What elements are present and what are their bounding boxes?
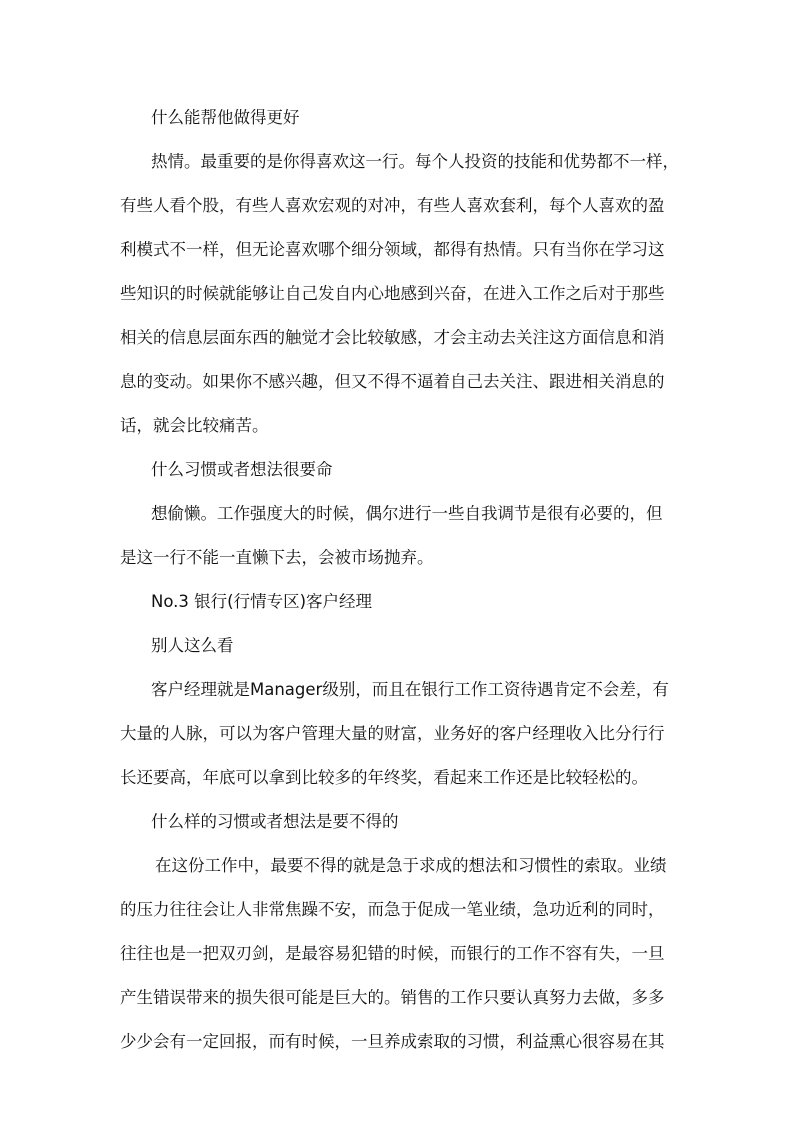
paragraph-line: 利模式不一样，但无论喜欢哪个细分领域，都得有热情。只有当你在学习这 <box>120 240 665 259</box>
paragraph-line: 想偷懒。工作强度大的时候，偶尔进行一些自我调节是很有必要的，但 <box>151 504 663 523</box>
paragraph-line: 产生错误带来的损失很可能是巨大的。销售的工作只要认真努力去做，多多 <box>120 988 665 1007</box>
paragraph-line: 往往也是一把双刃剑，是最容易犯错的时候，而银行的工作不容有失，一旦 <box>120 944 665 963</box>
paragraph-line: 息的变动。如果你不感兴趣，但又不得不逼着自己去关注、跟进相关消息的 <box>120 372 665 391</box>
paragraph-line: 长还要高，年底可以拿到比较多的年终奖，看起来工作还是比较轻松的。 <box>120 768 648 787</box>
heading-fatal-habits: 什么习惯或者想法很要命 <box>151 460 333 479</box>
heading-what-helps: 什么能帮他做得更好 <box>151 108 300 127</box>
paragraph-line: 的压力往往会让人非常焦躁不安，而急于促成一笔业绩，急功近利的同时， <box>120 900 665 919</box>
paragraph-line: 相关的信息层面东西的触觉才会比较敏感，才会主动去关注这方面信息和消 <box>120 328 665 347</box>
paragraph-line: 少少会有一定回报，而有时候，一旦养成索取的习惯，利益熏心很容易在其 <box>120 1032 665 1051</box>
paragraph-line: 有些人看个股，有些人喜欢宏观的对冲，有些人喜欢套利，每个人喜欢的盈 <box>120 196 665 215</box>
heading-others-view: 别人这么看 <box>151 636 234 655</box>
heading-bad-habits: 什么样的习惯或者想法是要不得的 <box>151 812 399 831</box>
paragraph-line: 是这一行不能一直懒下去，会被市场抛弃。 <box>120 548 434 567</box>
paragraph-line: 话，就会比较痛苦。 <box>120 416 269 435</box>
paragraph-line: 大量的人脉，可以为客户管理大量的财富，业务好的客户经理收入比分行行 <box>120 724 665 743</box>
paragraph-line: 客户经理就是Manager级别，而且在银行工作工资待遇肯定不会差，有 <box>151 680 669 699</box>
section-title-bank-manager: No.3 银行(行情专区)客户经理 <box>151 592 373 611</box>
paragraph-line: 在这份工作中，最要不得的就是急于求成的想法和习惯性的索取。业绩 <box>155 856 667 875</box>
paragraph-line: 热情。最重要的是你得喜欢这一行。每个人投资的技能和优势都不一样， <box>151 152 679 171</box>
paragraph-line: 些知识的时候就能够让自己发自内心地感到兴奋，在进入工作之后对于那些 <box>120 284 665 303</box>
